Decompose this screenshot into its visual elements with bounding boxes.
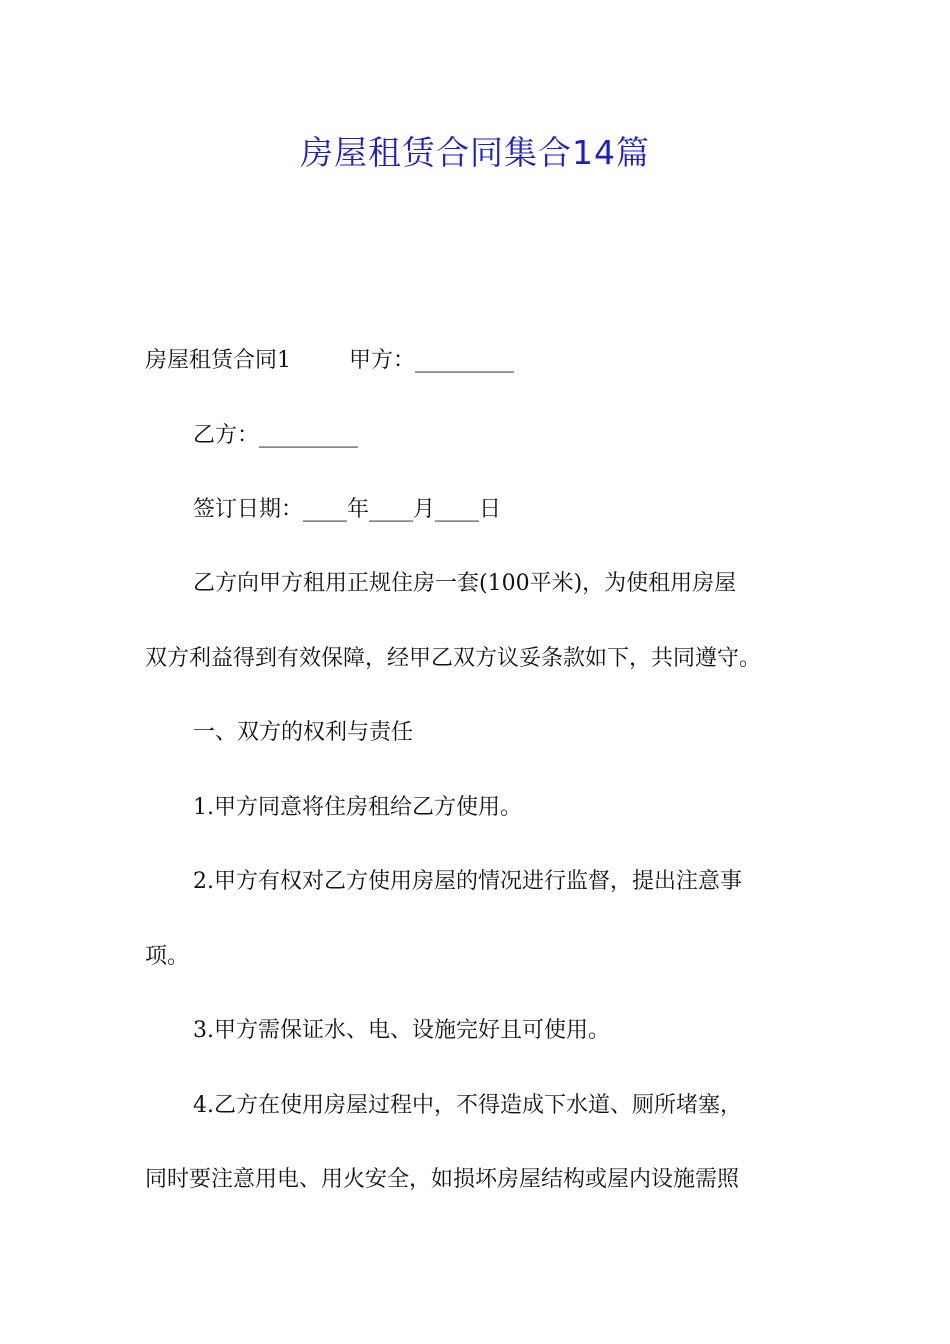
- clause-heading: 一、双方的权利与责任: [193, 720, 414, 745]
- clause-item-2-line-1: 2.甲方有权对乙方使用房屋的情况进行监督，提出注意事: [193, 869, 742, 894]
- section-heading: 房屋租赁合同1: [145, 348, 291, 373]
- clause-item-2-line-2: 项。: [145, 944, 190, 969]
- clause-item-4-line-1: 4.乙方在使用房屋过程中，不得造成下水道、厕所堵塞，: [193, 1093, 742, 1118]
- party-b-field: 乙方：_________: [193, 423, 359, 448]
- document-title: 房屋租赁合同集合14篇: [300, 133, 650, 172]
- contract-header-line: [145, 346, 810, 376]
- paragraph-intro-line-2: 双方利益得到有效保障，经甲乙双方议妥条款如下，共同遵守。: [145, 646, 762, 671]
- clause-item-1: 1.甲方同意将住房租给乙方使用。: [193, 795, 522, 820]
- clause-item-4-line-2: 同时要注意用电、用火安全，如损坏房屋结构或屋内设施需照: [145, 1167, 740, 1192]
- clause-item-3: 3.甲方需保证水、电、设施完好且可使用。: [193, 1018, 610, 1043]
- party-a-field: 甲方：_________: [349, 348, 515, 373]
- sign-date-field: 签订日期：____年____月____日: [193, 497, 502, 522]
- paragraph-intro-line-1: 乙方向甲方租用正规住房一套(100平米)，为使租用房屋: [193, 571, 737, 596]
